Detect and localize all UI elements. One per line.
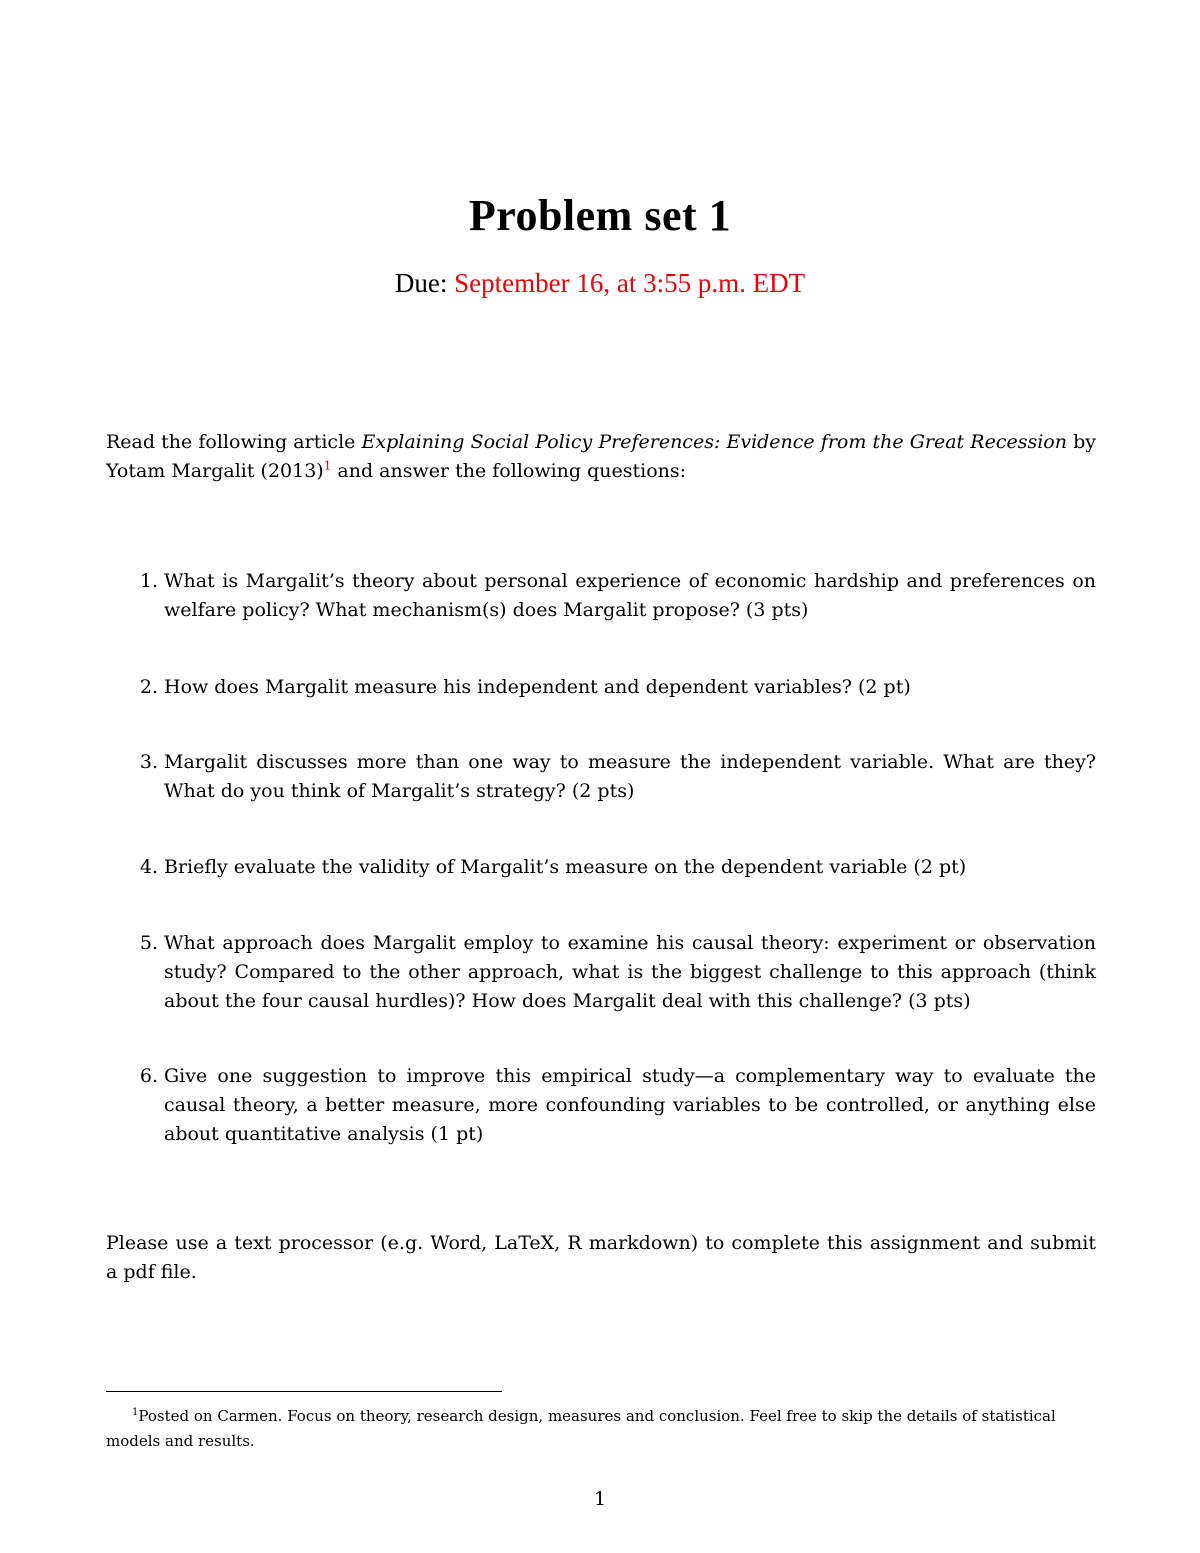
due-line: [0, 268, 1200, 299]
question-number: 6.: [139, 1065, 158, 1087]
footnote: [106, 1404, 1096, 1454]
question-text: Briefly evaluate the validity of Margalit’s measure on the dependent variable (2 pt): [164, 856, 967, 878]
due-label: Due:: [394, 268, 448, 298]
page-title: Problem set 1: [468, 191, 732, 240]
due-date: September 16, at 3:55 p.m. EDT: [454, 268, 806, 298]
closing-paragraph: Please use a text processor (e.g. Word, LaTeX, R markdown) to complete this assignment and submit a pdf file.: [106, 1232, 1096, 1283]
question-item: [128, 673, 1096, 702]
question-number: 3.: [139, 751, 158, 773]
question-text: Margalit discusses more than one way to measure the independent variable. What are they? What do you think of Margalit’s strategy? (2 pts): [164, 751, 1096, 802]
question-text: What is Margalit’s theory about personal experience of economic hardship and preferences on welfare policy? What mechanism(s) does Margalit propose? (3 pts): [164, 570, 1096, 621]
question-item: [128, 567, 1096, 625]
question-item: [128, 748, 1096, 806]
footnote-reference[interactable]: 1: [323, 458, 332, 473]
question-number: 5.: [139, 932, 158, 954]
question-item: [128, 853, 1096, 882]
page-number: 1: [593, 1488, 607, 1510]
footnote-text: Posted on Carmen. Focus on theory, research design, measures and conclusion. Feel free to skip the details of statistical models and results.: [106, 1407, 1056, 1450]
footnote-mark: 1: [132, 1407, 139, 1418]
question-text: Give one suggestion to improve this empirical study—a complementary way to evaluate the causal theory, a better measure, more confounding variables to be controlled, or anything else about quantitative analysis (1 pt): [164, 1065, 1096, 1145]
intro-prefix: Read the following article: [106, 431, 356, 453]
article-title: Explaining Social Policy Preferences: Evidence from the Great Recession: [361, 431, 1067, 453]
author-text: by Yotam Margalit (2013): [106, 431, 1096, 482]
footnote-divider: [106, 1391, 502, 1392]
intro-suffix: and answer the following questions:: [337, 460, 687, 482]
intro-paragraph: [106, 428, 1096, 486]
question-number: 4.: [139, 856, 158, 878]
question-text: How does Margalit measure his independent and dependent variables? (2 pt): [164, 676, 911, 698]
question-item: [128, 929, 1096, 1016]
question-number: 2.: [139, 676, 158, 698]
question-number: 1.: [139, 570, 158, 592]
question-item: [128, 1062, 1096, 1149]
question-text: What approach does Margalit employ to examine his causal theory: experiment or observation study? Compared to the other approach, what is the biggest challenge to this approach (think about the four causal hurdles)? How does Margalit deal with this challenge? (3 pts): [164, 932, 1096, 1012]
